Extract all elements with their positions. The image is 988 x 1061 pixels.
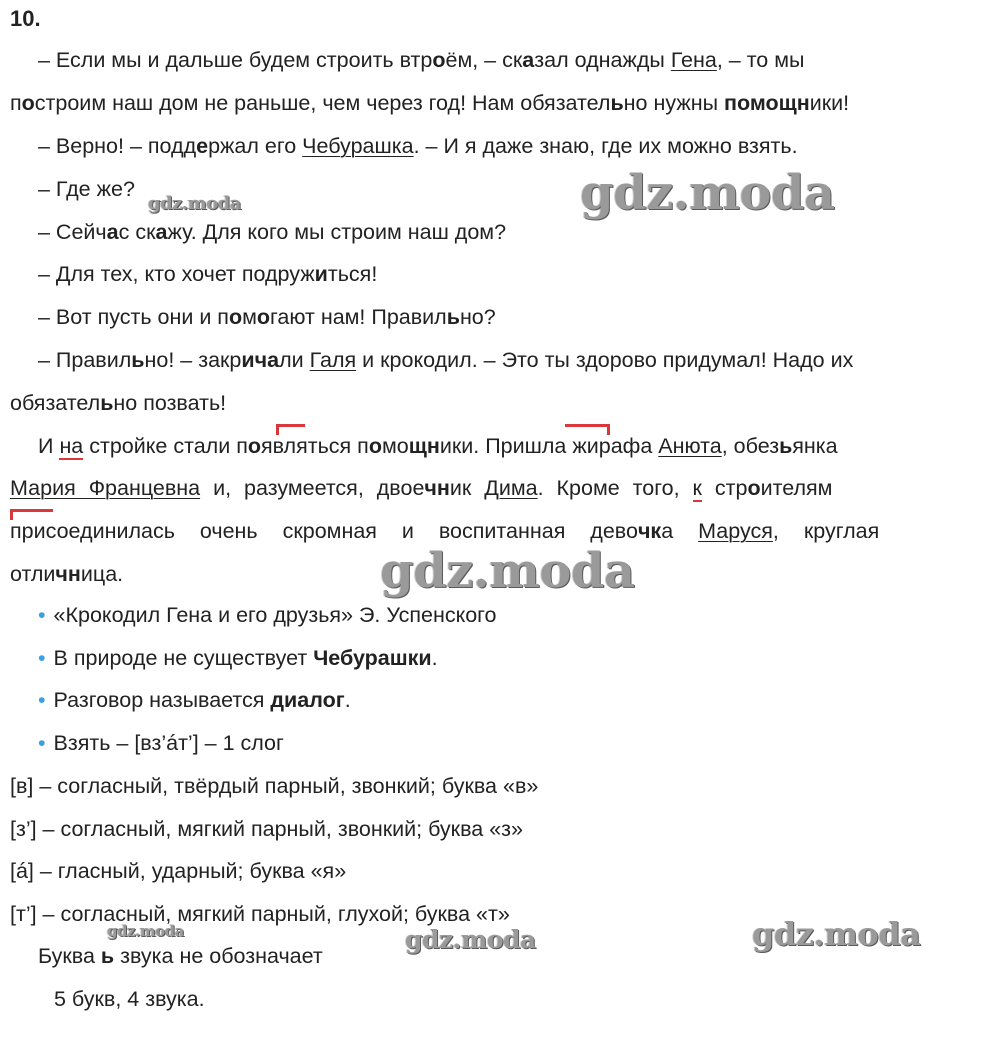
bold-letter: о (228, 305, 243, 329)
bold-letter: а (155, 220, 168, 244)
bold-letter: чн (424, 476, 450, 500)
watermark: gdz.moda (107, 922, 184, 940)
text: – Если мы и дальше будем строить втр (38, 48, 433, 72)
bold-letter: а (522, 48, 535, 72)
name-gena: Гена (670, 48, 717, 72)
bold-letter: ь (131, 348, 145, 372)
text: – Верно! – подд (38, 134, 197, 158)
bold-letter: о (368, 434, 382, 458)
bold-word: Чебурашки (313, 646, 432, 670)
text: [з’] – согласный, мягкий парный, звонкий; буква «з» (10, 817, 523, 841)
phonetic-line-1 (10, 771, 974, 801)
bold-letter: ча (254, 348, 280, 372)
bullet-icon: • (38, 688, 46, 712)
story-line-5 (38, 217, 974, 247)
text: ики. Пришла жирафа (439, 434, 659, 458)
phonetic-line-2 (10, 814, 974, 844)
story-line-6 (38, 259, 974, 289)
watermark: gdz.moda (148, 193, 241, 214)
text: – Где же? (38, 177, 135, 201)
text: . (431, 646, 438, 670)
watermark: gdz.moda (405, 925, 536, 954)
text: зал однажды (534, 48, 671, 72)
text: но! – закр (144, 348, 242, 372)
name-galya: Галя (309, 348, 357, 372)
text: п (10, 91, 22, 115)
name-maria-frantsevna: Мария Францевна (10, 476, 201, 500)
text: ителям (760, 476, 833, 500)
task-number: 10. (10, 6, 41, 31)
bold-letter: а (106, 220, 119, 244)
text: ржал его (208, 134, 303, 158)
text: , обез (721, 434, 780, 458)
text: мо (381, 434, 409, 458)
bold-word: диалог (270, 688, 345, 712)
story-line-9 (10, 388, 974, 418)
phonetic-line-6 (54, 984, 974, 1014)
text: жу. Для кого мы строим наш дом? (167, 220, 507, 244)
text: стройке стали п (83, 434, 248, 458)
text: а (661, 519, 699, 543)
text: И (38, 434, 60, 458)
text: – Правил (38, 348, 132, 372)
text: янка (792, 434, 838, 458)
text: ица. (80, 562, 124, 586)
phonetic-line-3 (10, 856, 974, 886)
text: . – И я даже знаю, где их можно взять. (413, 134, 798, 158)
bold-letter: о (747, 476, 761, 500)
story-line-8 (38, 345, 974, 375)
bold-letter: и (241, 348, 255, 372)
text: , – то мы (716, 48, 805, 72)
text: [т’] – согласный, мягкий парный, глухой; буква «т» (10, 902, 510, 926)
text: 5 букв, 4 звука. (54, 987, 205, 1011)
answer-bullet-1 (38, 600, 974, 630)
watermark: gdz.moda (752, 915, 921, 953)
bold-letter: о (247, 434, 261, 458)
story-line-3 (38, 131, 974, 161)
bold-letter: и (314, 262, 328, 286)
text: – Сейч (38, 220, 107, 244)
text: – Для тех, кто хочет подруж (38, 262, 315, 286)
text: звука не обозначает (114, 944, 323, 968)
text: ик (449, 476, 485, 500)
name-dima: Дима (484, 476, 538, 500)
text: . Кроме того, (537, 476, 693, 500)
story-line-11 (10, 473, 974, 503)
watermark: gdz.moda (380, 543, 635, 599)
text: м (242, 305, 257, 329)
text: «Крокодил Гена и его друзья» Э. Успенского (53, 603, 497, 627)
text: ли (279, 348, 310, 372)
bold-letter: о (432, 48, 446, 72)
story-line-12 (10, 516, 974, 546)
text: присоединилась очень скромная и воспитанная дево (10, 519, 638, 543)
text: обязател (10, 391, 101, 415)
bold-letter: ь (100, 944, 115, 968)
story-line-7 (38, 302, 974, 332)
name-marusya: Маруся (698, 519, 773, 543)
bold-letter: помощн (724, 91, 810, 115)
bold-letter: ь (610, 91, 624, 115)
text: гают нам! Правил (270, 305, 447, 329)
bold-letter: чк (637, 519, 662, 543)
bullet-icon: • (38, 646, 46, 670)
text: отли (10, 562, 56, 586)
text: стр (701, 476, 748, 500)
preposition-na: на (59, 434, 84, 458)
answer-bullet-4 (38, 728, 974, 758)
watermark: gdz.moda (580, 165, 835, 221)
text: строим наш дом не раньше, чем через год! Нам обязател (34, 91, 611, 115)
bullet-icon: • (38, 731, 46, 755)
answer-bullet-2 (38, 643, 974, 673)
story-line-2 (10, 88, 974, 118)
name-anyuta: Анюта (658, 434, 722, 458)
bold-letter: чн (55, 562, 81, 586)
text: и крокодил. – Это ты здорово придумал! Надо их (356, 348, 854, 372)
bold-letter: о (256, 305, 271, 329)
name-cheburashka: Чебурашка (302, 134, 414, 158)
bullet-icon: • (38, 603, 46, 627)
text: . (344, 688, 351, 712)
bold-letter: е (196, 134, 209, 158)
text: [á] – гласный, ударный; буква «я» (10, 859, 347, 883)
bold-letter: ь (779, 434, 793, 458)
text: с ск (118, 220, 156, 244)
bold-letter: о (21, 91, 35, 115)
text: В природе не существует (53, 646, 314, 670)
text: Буква (38, 944, 101, 968)
story-line-1 (38, 45, 974, 75)
text: , круглая (772, 519, 880, 543)
text: [в] – согласный, твёрдый парный, звонкий; буква «в» (10, 774, 539, 798)
text: но нужны (623, 91, 725, 115)
text: но? (459, 305, 496, 329)
text: ём, – ск (445, 48, 523, 72)
text: ться! (327, 262, 378, 286)
text: но позвать! (113, 391, 227, 415)
text: ики! (809, 91, 850, 115)
text: Взять – [вз’áт’] – 1 слог (53, 731, 284, 755)
answer-bullet-3 (38, 685, 974, 715)
bold-letter: ь (446, 305, 460, 329)
text: Разговор называется (53, 688, 271, 712)
text: и, разумеется, двое (200, 476, 425, 500)
story-line-10 (38, 431, 974, 461)
preposition-k: к (692, 476, 702, 500)
text: являться п (260, 434, 369, 458)
text: – Вот пусть они и п (38, 305, 229, 329)
bold-letter: ь (100, 391, 114, 415)
bold-letter: щн (408, 434, 440, 458)
